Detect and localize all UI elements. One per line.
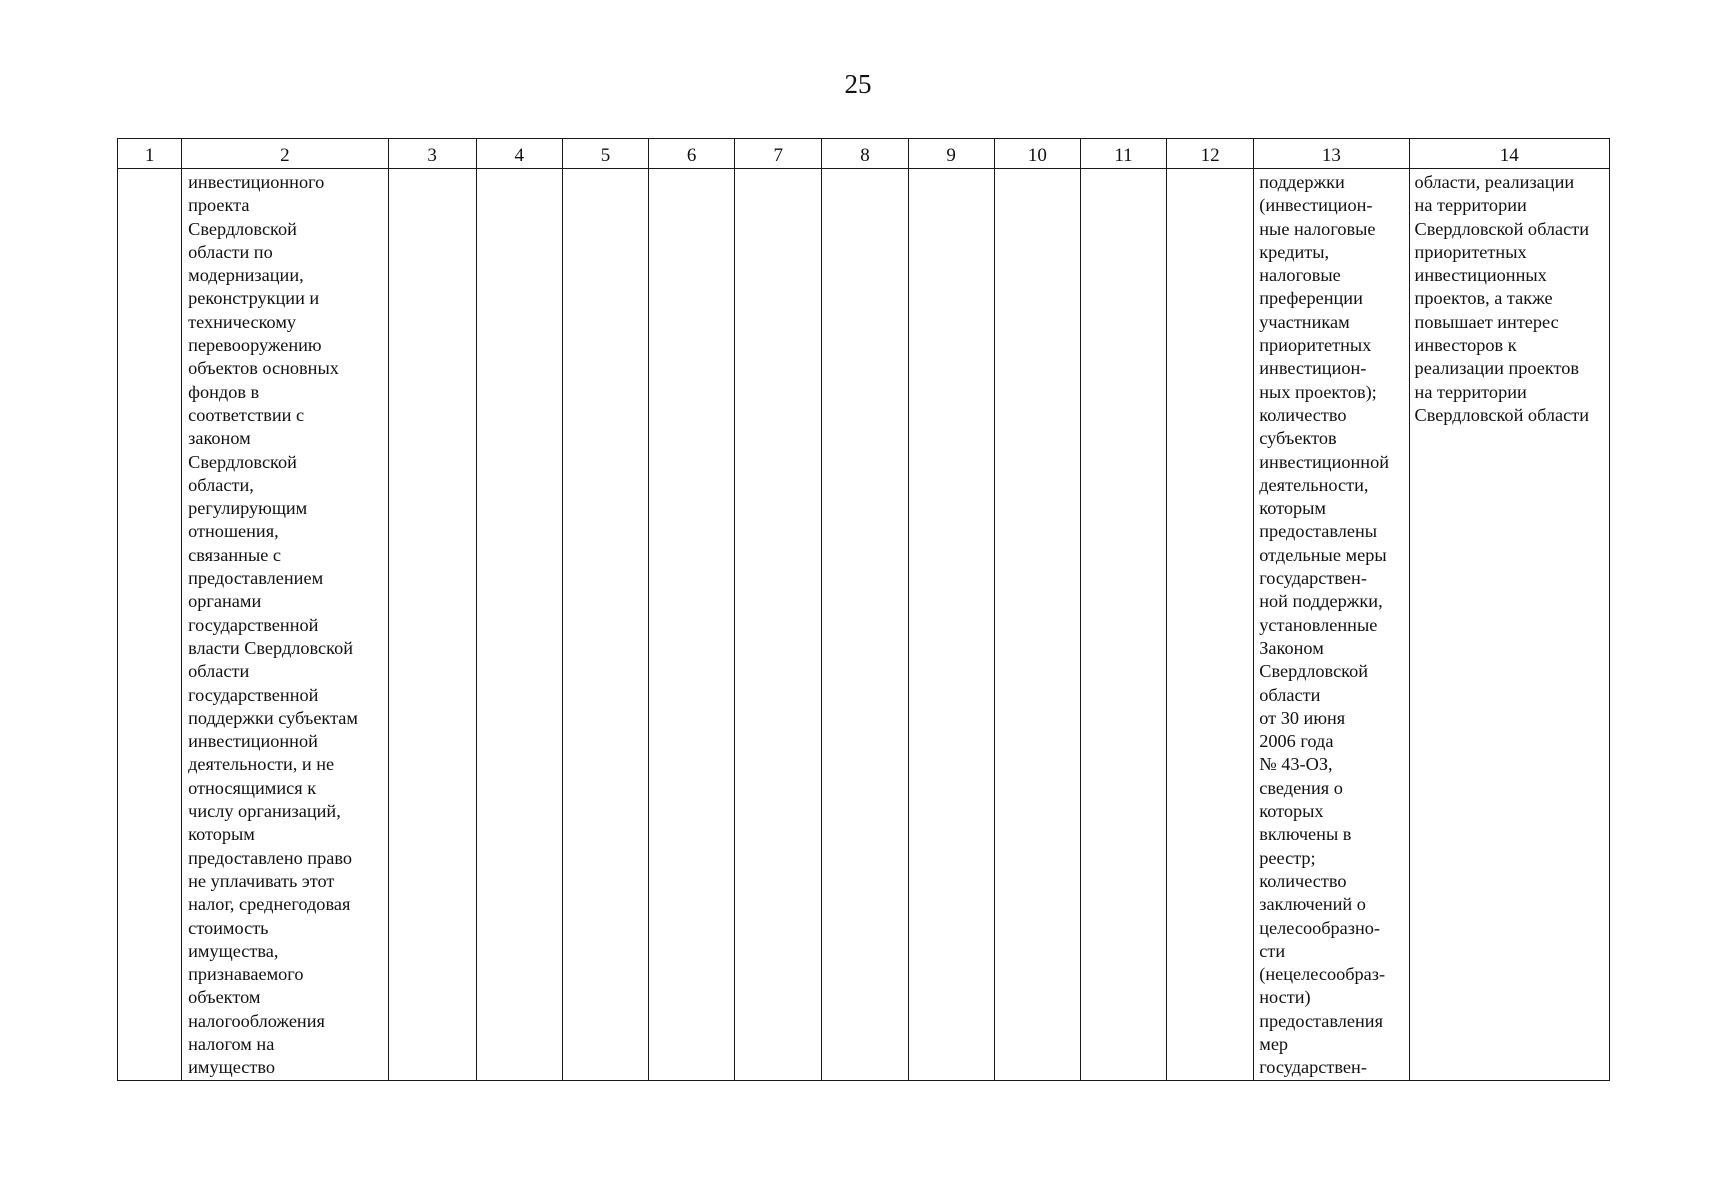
cell-text-12	[1167, 169, 1253, 171]
column-header-9: 9	[908, 139, 994, 169]
column-header-10: 10	[994, 139, 1080, 169]
cell-text-4	[477, 169, 562, 171]
cell-text-8	[822, 169, 907, 171]
table-cell-5	[562, 169, 648, 1081]
cell-text-13: поддержки (инвестицион- ные налоговые кредиты, налоговые преференции участникам приоритетных инвестицион- ных проектов); количество субъектов инвестиционной деятельности, которым предоставлены отдельные меры государствен- ной поддержки, установленные Законом Свердловской области от 30 июня 2006 года № 43-ОЗ, сведения о которых включены в реестр; количество заключений о целесообразно- сти (нецелесообраз- ности) предоставления мер государствен-	[1259, 172, 1389, 1078]
table-cell-9	[908, 169, 994, 1081]
indicators-table	[117, 138, 1610, 1081]
table-cell-1	[118, 169, 182, 1081]
table-cell-3	[388, 169, 476, 1081]
cell-text-11	[1081, 169, 1166, 171]
column-header-6: 6	[649, 139, 735, 169]
cell-text-3	[389, 169, 476, 171]
column-header-1: 1	[118, 139, 182, 169]
column-header-2: 2	[182, 139, 388, 169]
header-row	[118, 139, 1610, 169]
table-body	[118, 169, 1610, 1081]
column-header-13: 13	[1254, 139, 1409, 169]
table-cell-14	[1409, 169, 1609, 1081]
cell-text-2: инвестиционного проекта Свердловской области по модернизации, реконструкции и техническому перевооружению объектов основных фондов в соответствии с законом Свердловской области, регулирующим отношения, связанные с предоставлением органами государственной власти Свердловской области государственной поддержки субъектам инвестиционной деятельности, и не относящимися к числу организаций, которым предоставлено право не уплачивать этот налог, среднегодовая стоимость имущества, признаваемого объектом налогообложения налогом на имущество	[188, 172, 358, 1078]
column-header-7: 7	[735, 139, 822, 169]
table-cell-6	[649, 169, 735, 1081]
column-header-12: 12	[1167, 139, 1254, 169]
table-cell-2	[182, 169, 388, 1081]
cell-text-1	[118, 169, 181, 171]
cell-text-6	[649, 169, 734, 171]
table-row	[118, 169, 1610, 1081]
column-header-14: 14	[1409, 139, 1609, 169]
column-header-8: 8	[822, 139, 908, 169]
cell-text-5	[563, 169, 648, 171]
column-header-11: 11	[1080, 139, 1166, 169]
cell-text-9	[909, 169, 994, 171]
cell-text-14: области, реализации на территории Свердловской области приоритетных инвестиционных проектов, а также повышает интерес инвесторов к реализации проектов на территории Свердловской области	[1414, 172, 1590, 425]
cell-text-10	[995, 169, 1080, 171]
column-header-3: 3	[388, 139, 476, 169]
column-header-4: 4	[476, 139, 562, 169]
table-cell-12	[1167, 169, 1254, 1081]
table-header	[118, 139, 1610, 169]
table-cell-8	[822, 169, 908, 1081]
table-cell-10	[994, 169, 1080, 1081]
column-header-5: 5	[562, 139, 648, 169]
table-cell-13	[1254, 169, 1409, 1081]
table-cell-7	[735, 169, 822, 1081]
cell-text-7	[735, 169, 821, 171]
table-cell-11	[1080, 169, 1166, 1081]
table-cell-4	[476, 169, 562, 1081]
page-number: 25	[844, 69, 872, 99]
